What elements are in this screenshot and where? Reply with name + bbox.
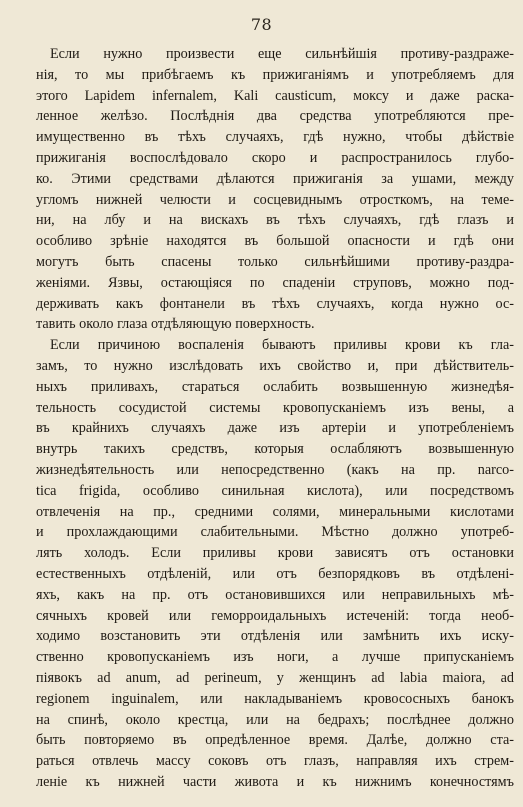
text-line: ственно кровопусканіемъ изъ ноги, а лучше припусканіемъ [36, 649, 514, 666]
text-line: ходимо возстановить эти отдѣленія или замѣнить ихъ иску- [36, 628, 514, 645]
text-line: держивать какъ фонтанели въ тѣхъ случаяхъ, когда нужно ос- [36, 295, 514, 312]
text-line: нія, то мы прибѣгаемъ къ прижиганіямъ и употребляемъ для [36, 66, 514, 83]
text-line: яхъ, какъ на пр. отъ остановившихся или неправильныхъ мѣ- [36, 586, 514, 603]
text-line: тельность сосудистой системы кровопусканіемъ изъ вены, а [36, 399, 514, 416]
text-line: прижиганія воспослѣдовало скоро и распространилось глубо- [36, 149, 514, 166]
text-line: лять холодъ. Если приливы крови зависятъ отъ остановки [36, 545, 514, 562]
text-line: этого Lapidem infernalem, Kali causticum, моксу и даже раска- [36, 87, 514, 104]
text-line: могутъ быть спасены только сильнѣйшими противу-раздра- [36, 253, 514, 270]
text-line: ко. Этими средствами дѣлаются прижиганія за ушами, между [36, 170, 514, 187]
text-line: tica frigida, особливо синильная кислота), или посредствомъ [36, 482, 514, 499]
text-line: ленное желѣзо. Послѣднія два средства употребляются пре- [36, 108, 514, 125]
text-line: тавить около глаза отдѣляющую поверхность. [36, 316, 315, 333]
text-line: и прохлаждающими слабительными. Мѣстно должно употреб- [36, 524, 514, 541]
text-line: имущественно въ тѣхъ случаяхъ, гдѣ нужно, чтобы дѣйствіе [36, 129, 514, 146]
text-line: быть повторяемо въ опредѣленное время. Далѣе, должно ста- [36, 732, 514, 749]
text-line: леніе къ нижней части живота и къ нижнимъ конечностямъ [36, 773, 514, 790]
text-line: замъ, то нужно изслѣдовать ихъ свойство и, при дѣйствитель- [36, 357, 514, 374]
text-line: раться отвлечь массу соковъ отъ глазъ, направляя ихъ стрем- [36, 753, 514, 770]
text-line: жизнедѣятельность или непосредственно (какъ на пр. narco- [36, 461, 514, 478]
text-line: на спинѣ, около крестца, или на бедрахъ; послѣднее должно [36, 711, 514, 728]
text-line: особливо зрѣніе находятся въ большой опасности и гдѣ они [36, 233, 514, 250]
text-line: ни, на лбу и на вискахъ въ тѣхъ случаяхъ, гдѣ глазъ и [36, 212, 514, 229]
text-line: женіями. Язвы, остающіяся по спаденіи струповъ, можно под- [36, 274, 514, 291]
page-number: 78 [250, 15, 273, 34]
text-line: естественныхъ отдѣленій, или отъ безпорядковъ въ отдѣленi- [36, 565, 514, 582]
text-line: Если нужно произвести еще сильнѣйшія противу-раздраже- [50, 46, 514, 62]
text-line: внутрь такихъ средствъ, которыя ослабляютъ возвышенную [36, 441, 514, 458]
text-line: сячныхъ кровей или геморроидальныхъ истеченій: тогда необ- [36, 607, 514, 624]
text-line: піявокъ ad anum, ad perineum, у женщинъ ad labia maiora, ad [36, 669, 514, 686]
text-line: въ крайнихъ случаяхъ даже изъ артеріи и употребленіемъ [36, 420, 514, 437]
text-line: regionem inguinalem, или накладываніемъ кровососныхъ банокъ [36, 690, 514, 707]
text-line: угломъ нижней челюсти и сосцевиднымъ отросткомъ, на теме- [36, 191, 514, 208]
text-line: ныхъ приливахъ, стараться ослабить возвышенную жизнедѣя- [36, 378, 514, 395]
text-line: Если причиною воспаленія бываютъ приливы крови къ гла- [50, 337, 514, 354]
body-text [36, 44, 514, 793]
text-line: отвлеченія на пр., средними солями, минеральными кислотами [36, 503, 514, 520]
